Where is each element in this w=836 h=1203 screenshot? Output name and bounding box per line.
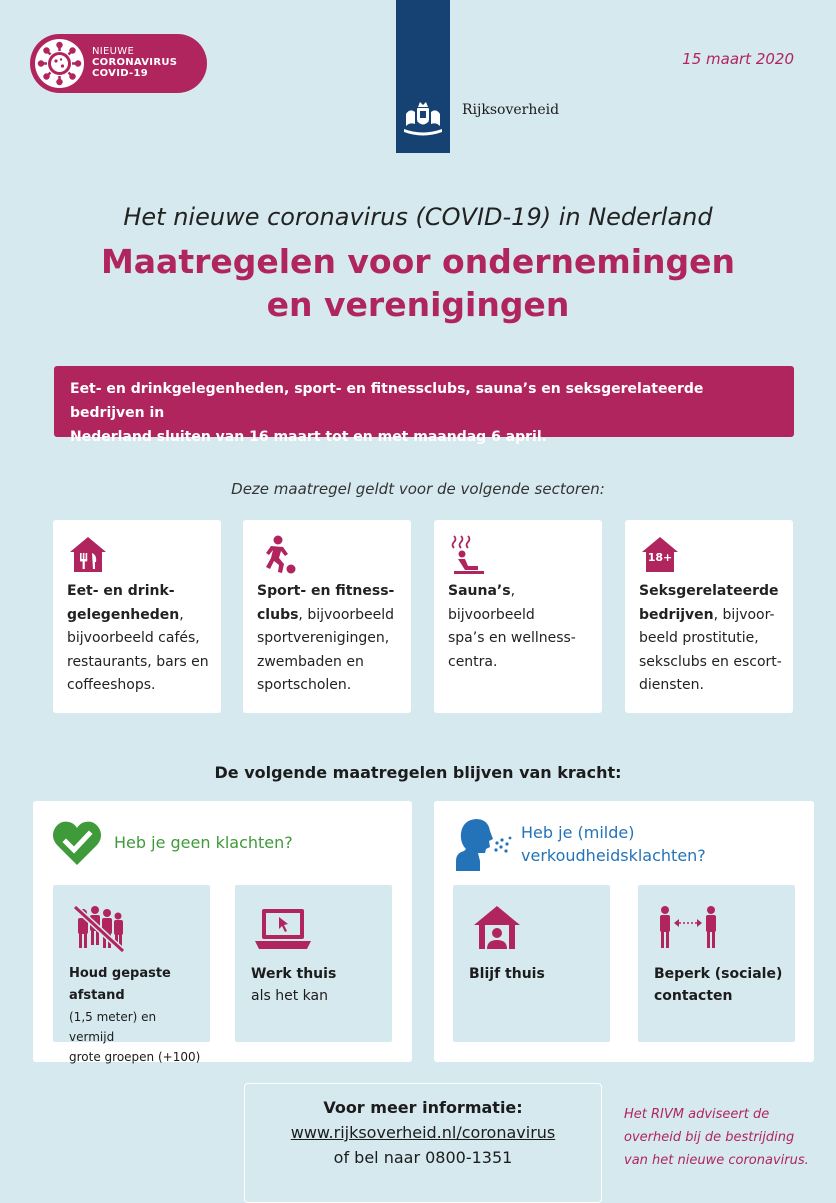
info-phone: of bel naar 0800-1351	[333, 1148, 513, 1167]
closure-banner	[54, 366, 794, 445]
sector-description	[448, 580, 592, 674]
badge-line: NIEUWE	[92, 46, 135, 57]
rivm-line: Het RIVM adviseert de	[624, 1107, 770, 1122]
sector-name: Seksgerelateerde	[639, 583, 779, 599]
sector-intro: Deze maatregel geldt voor de volgende sectoren:	[231, 480, 605, 498]
sector-card-seks	[625, 520, 793, 713]
18-plus-house-icon	[639, 534, 681, 576]
sector-text: ,	[179, 606, 184, 623]
sector-name: Eet- en drink-	[67, 583, 175, 599]
banner-line: Nederland sluiten van 16 maart tot en met maandag 6 april.	[70, 429, 547, 445]
measure-title: Blijf thuis	[469, 966, 545, 982]
laptop-icon	[253, 903, 309, 955]
sector-card-sauna	[434, 520, 602, 713]
measure-text	[654, 963, 789, 1007]
sector-text: restaurants, bars en	[67, 653, 209, 670]
more-info-box	[244, 1083, 602, 1203]
sector-description	[67, 580, 211, 698]
sector-text: coffeeshops.	[67, 677, 156, 693]
rijksoverheid-logo-bar	[396, 0, 450, 153]
sector-text: , bijvoor-	[713, 606, 775, 623]
sector-card-horeca	[53, 520, 221, 713]
sector-text: bijvoorbeeld cafés,	[67, 630, 200, 646]
measure-title: Beperk (sociale)	[654, 966, 783, 982]
measure-stay-home	[453, 885, 610, 1042]
restaurant-house-icon	[67, 534, 109, 576]
measure-text	[69, 963, 204, 1067]
sector-text: centra.	[448, 653, 498, 670]
measure-detail: grote groepen (+100)	[69, 1050, 201, 1064]
info-heading: Voor meer informatie:	[323, 1098, 523, 1117]
sector-text: sportverenigingen,	[257, 630, 390, 646]
panel-heading-line: verkoudheidsklachten?	[521, 846, 706, 865]
covid-badge	[30, 34, 207, 93]
sector-text: sportscholen.	[257, 677, 352, 693]
18-plus-label: 18+	[647, 551, 673, 564]
measure-title: contacten	[654, 988, 733, 1004]
measure-text	[469, 963, 604, 985]
coat-of-arms-icon	[401, 98, 445, 138]
info-url-link[interactable]: www.rijksoverheid.nl/coronavirus	[290, 1123, 556, 1142]
sector-card-sport	[243, 520, 411, 713]
measure-title: Werk thuis	[251, 966, 337, 982]
sauna-icon	[448, 534, 490, 576]
title-line: Maatregelen voor ondernemingen	[100, 242, 736, 281]
measures-title: De volgende maatregelen blijven van kracht:	[214, 763, 622, 782]
measure-detail: als het kan	[251, 988, 328, 1004]
sector-text: spa’s en wellness-	[448, 630, 576, 646]
sector-description	[257, 580, 401, 698]
sector-name: bedrijven	[639, 606, 714, 623]
sector-text: seksclubs en escort-	[639, 653, 782, 670]
panel-heading-line: Heb je (milde)	[521, 823, 635, 842]
panel-heading	[521, 821, 706, 867]
sector-name: Sport- en fitness-	[257, 583, 395, 599]
panel-cold-complaints	[434, 801, 814, 1062]
panel-heading: Heb je geen klachten?	[114, 833, 293, 852]
football-player-icon	[257, 534, 299, 576]
banner-line: Eet- en drinkgelegenheden, sport- en fitnessclubs, sauna’s en seksgerelateerde bedrijven in	[70, 381, 704, 421]
rivm-line: van het nieuwe coronavirus.	[624, 1153, 809, 1168]
sector-name: Sauna’s	[448, 583, 511, 599]
page-title	[0, 240, 836, 326]
badge-line: CORONAVIRUS	[92, 57, 178, 68]
badge-text	[92, 46, 177, 79]
sector-text: , bijvoorbeeld	[448, 583, 535, 623]
logo-name: Rijksoverheid	[462, 102, 560, 118]
distance-people-icon	[656, 903, 712, 955]
sector-text: beeld prostitutie,	[639, 630, 759, 646]
sector-text: diensten.	[639, 677, 704, 693]
rivm-note	[624, 1103, 824, 1172]
sector-text: , bijvoorbeeld	[298, 606, 395, 623]
rivm-line: overheid bij de bestrijding	[624, 1130, 795, 1145]
badge-line: COVID-19	[92, 68, 148, 79]
virus-icon	[35, 39, 84, 88]
sector-text: zwembaden en	[257, 653, 364, 670]
heart-check-icon	[51, 819, 103, 867]
measure-detail: (1,5 meter) en vermijd	[69, 1010, 157, 1044]
measure-limit-contacts	[638, 885, 795, 1042]
sector-name: clubs	[257, 606, 299, 623]
panel-no-complaints	[33, 801, 412, 1062]
date: 15 maart 2020	[682, 50, 794, 68]
measure-text	[251, 963, 386, 1007]
person-house-icon	[471, 903, 527, 955]
title-line: en verenigingen	[266, 285, 570, 324]
subtitle: Het nieuwe coronavirus (COVID-19) in Nederland	[123, 203, 713, 231]
group-no-crowd-icon	[71, 903, 127, 955]
sneezing-person-icon	[452, 815, 512, 871]
measure-work-home	[235, 885, 392, 1042]
sector-description	[639, 580, 783, 698]
measure-title: Houd gepaste afstand	[69, 966, 171, 1003]
measure-distance	[53, 885, 210, 1064]
sector-name: gelegenheden	[67, 606, 180, 623]
